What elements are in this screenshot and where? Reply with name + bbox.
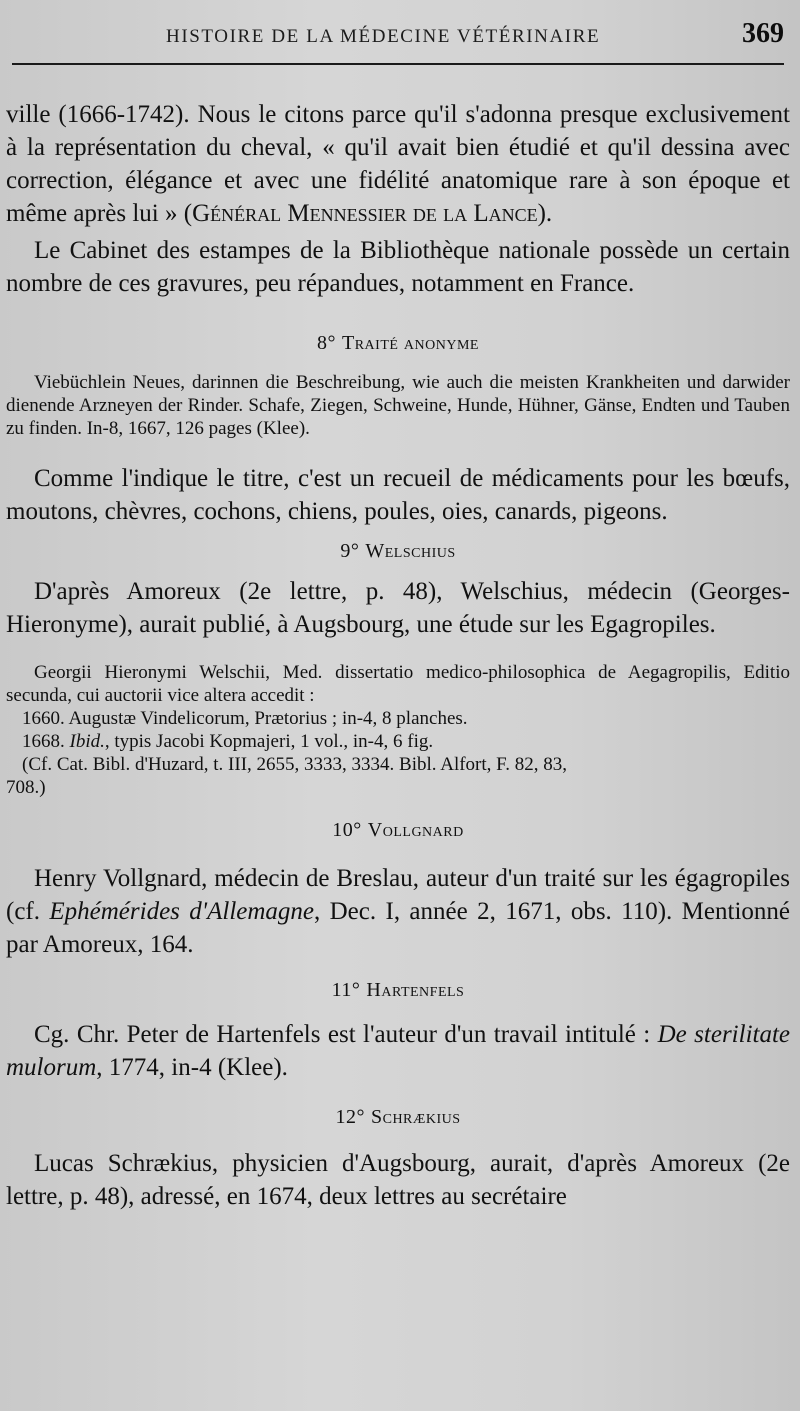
intro-text-end: ). <box>537 200 553 227</box>
paragraph-8: Comme l'indique le titre, c'est un recueil de médicaments pour les bœufs, moutons, chèvres, cochons, chiens, poules, oies, canards, pigeons. <box>6 465 790 525</box>
section-title: Traité anonyme <box>342 332 479 354</box>
biblio-year: 1668. <box>22 731 70 752</box>
section-number: 9° <box>340 540 360 562</box>
paragraph-10 <box>6 862 790 961</box>
page-header <box>6 0 790 64</box>
section-heading-9 <box>6 540 790 563</box>
section-number: 8° <box>317 332 336 354</box>
header-rule <box>12 63 784 65</box>
paragraph-cabinet: Le Cabinet des estampes de la Bibliothèque nationale possède un certain nombre de ces gravures, peu répandues, notamment en France. <box>6 237 790 297</box>
section-heading-12 <box>6 1106 790 1129</box>
section-title: Welschius <box>365 540 456 562</box>
section-number: 12° <box>335 1106 365 1128</box>
paragraph-text-end: , Dec. I, année 2, 1671, obs. 110). Mentionné par Amoreux, 164. <box>6 898 790 958</box>
page-number: 369 <box>742 18 784 49</box>
biblio-entry-8: Viebüchlein Neues, darinnen die Beschreibung, wie auch die meisten Krankheiten und darwider dienende Arzneyen der Rinder. Schafe, Ziegen, Schweine, Hunde, Hühner, Gänse, Endten und Tauben zu finden. In-8, 1667, 126 pages (Klee). <box>6 372 790 439</box>
section-title: Schrækius <box>370 1106 461 1128</box>
section-heading-11 <box>6 979 790 1002</box>
section-heading-10 <box>6 819 790 842</box>
running-title: HISTOIRE DE LA MÉDECINE VÉTÉRINAIRE <box>166 26 601 47</box>
paragraph-text-end: , 1774, in-4 (Klee). <box>96 1054 288 1081</box>
section-heading-8 <box>6 332 790 355</box>
paragraph-intro <box>6 98 790 230</box>
biblio-ibid: Ibid. <box>69 731 105 752</box>
paragraph-12: Lucas Schrækius, physicien d'Augsbourg, aurait, d'après Amoreux (2e lettre, p. 48), adressé, en 1674, deux lettres au secrétaire <box>6 1150 790 1210</box>
biblio-line-cf: (Cf. Cat. Bibl. d'Huzard, t. III, 2655, 3333, 3334. Bibl. Alfort, F. 82, 83, <box>22 754 567 775</box>
biblio-line-1660: 1660. Augustæ Vindelicorum, Prætorius ; in-4, 8 planches. <box>22 708 468 729</box>
paragraph-text: Henry Vollgnard, médecin de Breslau, auteur d'un traité sur les égagropiles (cf. <box>6 865 790 925</box>
section-number: 11° <box>331 979 361 1001</box>
section-number: 10° <box>332 819 362 841</box>
paragraph-italic: De sterilitate mulorum <box>6 1021 791 1081</box>
paragraph-9: D'après Amoreux (2e lettre, p. 48), Welschius, médecin (Georges-Hieronyme), aurait publié, à Augsbourg, une étude sur les Egagropiles. <box>6 578 790 638</box>
biblio-line-cf-cont: 708.) <box>6 777 46 798</box>
paragraph-text: Cg. Chr. Peter de Hartenfels est l'auteur d'un travail intitulé : <box>34 1021 658 1048</box>
intro-author: Général Mennessier de la Lance <box>192 200 538 227</box>
intro-text: ville (1666-1742). Nous le citons parce qu'il s'adonna presque exclusivement à la représentation du cheval, « qu'il avait bien étudié et qu'il dessina avec correction, élégance et avec une fidélité anatomique rare à son époque et même après lui » ( <box>6 101 790 227</box>
section-title: Hartenfels <box>366 979 465 1001</box>
biblio-rest: , typis Jacobi Kopmajeri, 1 vol., in-4, 6 fig. <box>104 731 434 752</box>
section-title: Vollgnard <box>367 819 464 841</box>
paragraph-italic: Ephémérides d'Allemagne <box>49 898 315 925</box>
paragraph-11 <box>6 1018 790 1084</box>
biblio-line-1668 <box>6 730 790 753</box>
biblio-entry-9: Georgii Hieronymi Welschii, Med. dissertatio medico-philosophica de Aegagropilis, Editio secunda, cui auctorii vice altera accedit : <box>6 662 790 706</box>
